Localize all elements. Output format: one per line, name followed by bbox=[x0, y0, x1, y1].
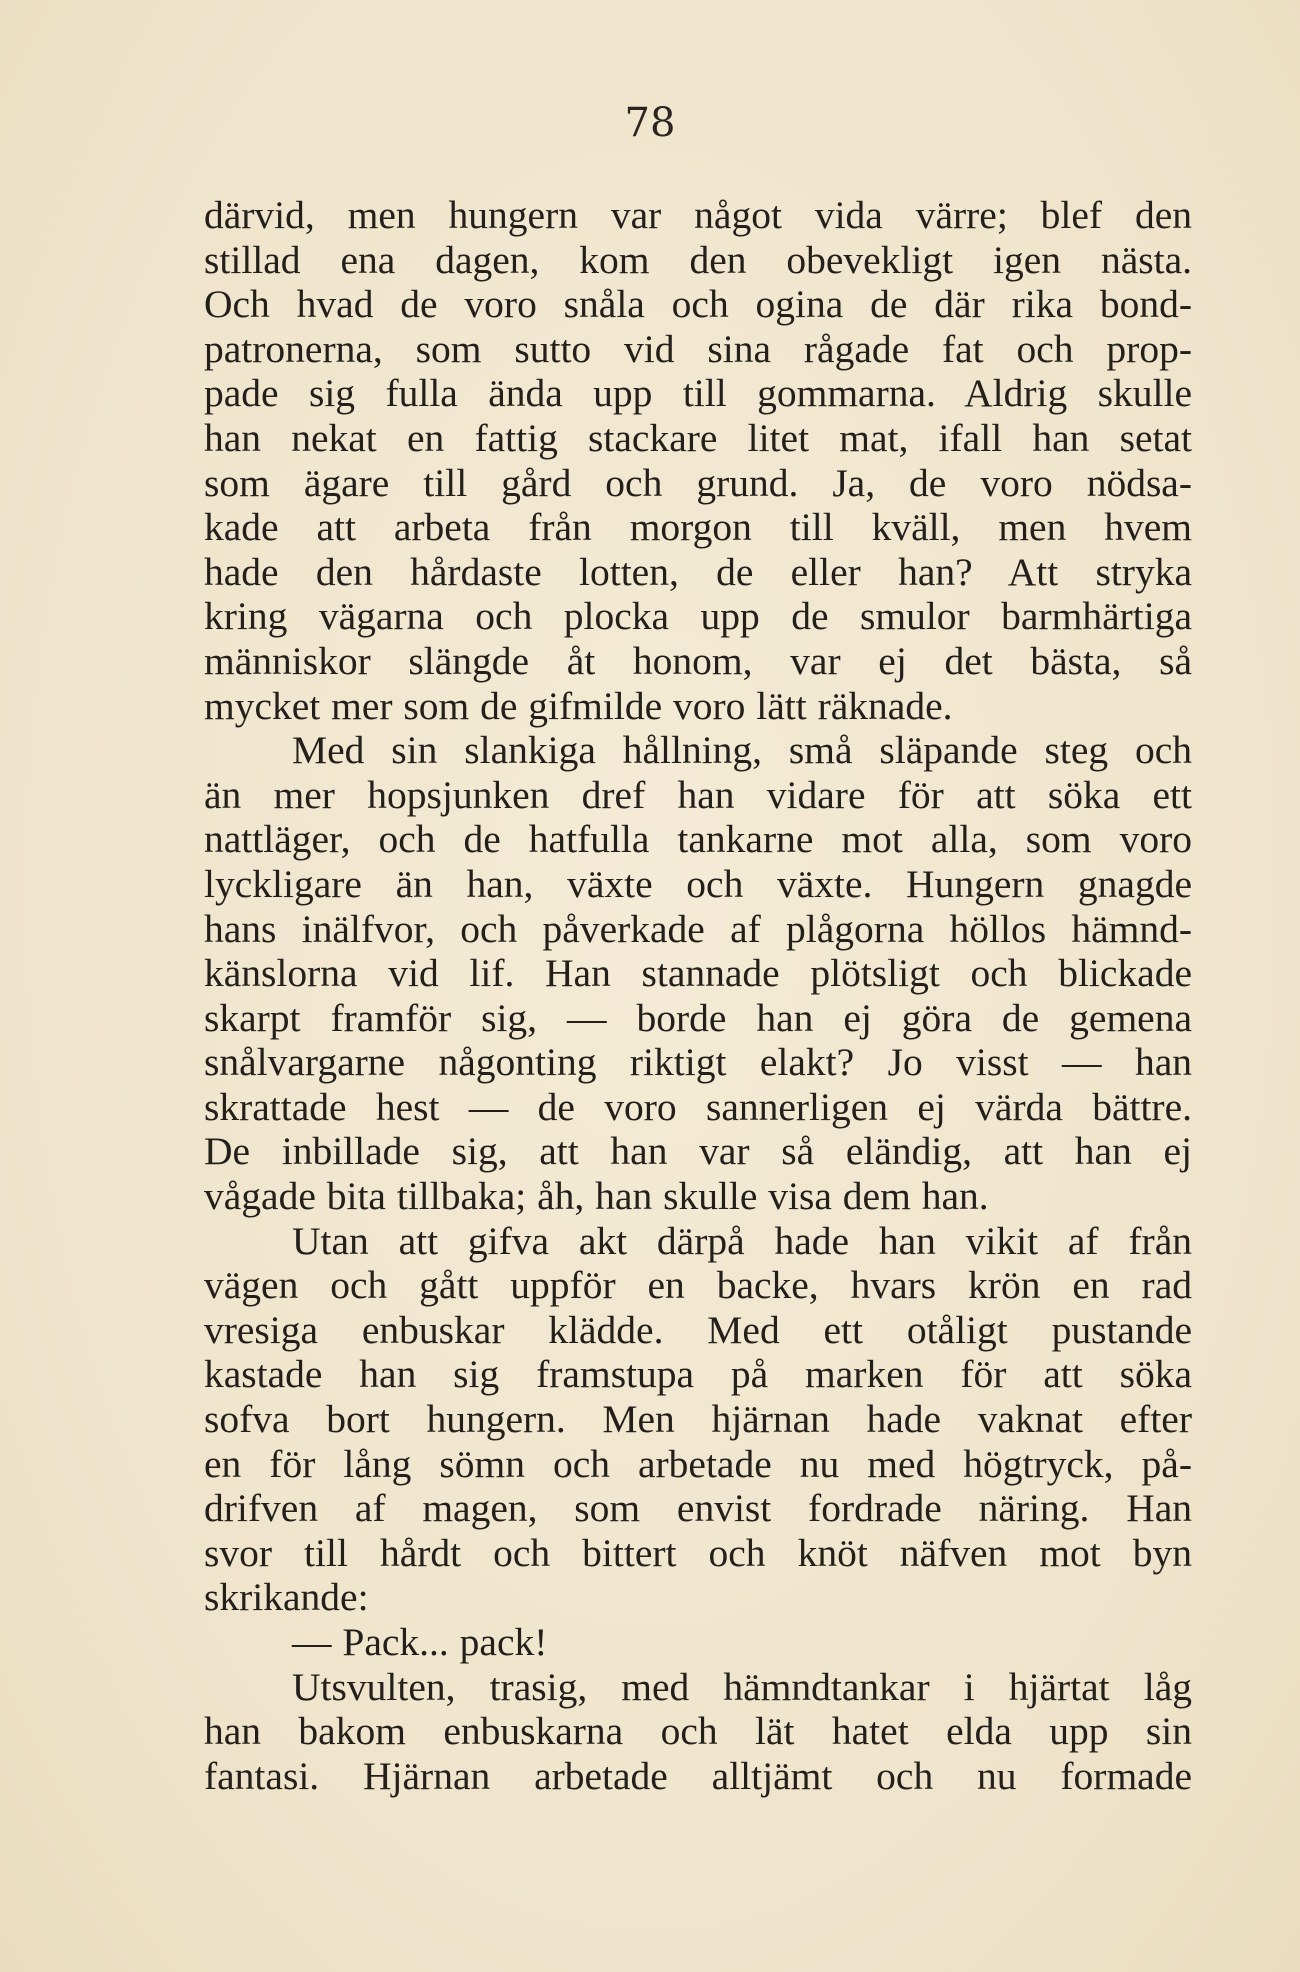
text-line: en för lång sömn och arbetade nu med högtryck, på- bbox=[204, 1441, 1192, 1486]
text-line: Med sin slankiga hållning, små släpande steg och bbox=[292, 728, 1192, 773]
text-line: vågade bita tillbaka; åh, han skulle visa dem han. bbox=[204, 1174, 989, 1219]
text-line: — Pack... pack! bbox=[292, 1620, 548, 1664]
text-line: lyckligare än han, växte och växte. Hungern gnagde bbox=[204, 861, 1192, 906]
text-line: vägen och gått uppför en backe, hvars krön en rad bbox=[204, 1263, 1192, 1308]
text-line: känslorna vid lif. Han stannade plötsligt och blickade bbox=[204, 951, 1192, 996]
text-line: svor till hårdt och bittert och knöt näfven mot byn bbox=[204, 1530, 1192, 1575]
text-line: fantasi. Hjärnan arbetade alltjämt och nu formade bbox=[204, 1753, 1192, 1798]
text-line: hans inälfvor, och påverkade af plågorna höllos hämnd- bbox=[204, 906, 1192, 951]
text-line: drifven af magen, som envist fordrade näring. Han bbox=[204, 1486, 1192, 1531]
text-line: hade den hårdaste lotten, de eller han? Att stryka bbox=[204, 549, 1192, 594]
text-line: sofva bort hungern. Men hjärnan hade vaknat efter bbox=[204, 1397, 1192, 1442]
text-line: Utan att gifva akt därpå hade han vikit af från bbox=[292, 1218, 1192, 1263]
text-line: stillad ena dagen, kom den obevekligt igen nästa. bbox=[204, 237, 1192, 282]
text-line: patronerna, som sutto vid sina rågade fat och prop- bbox=[204, 326, 1192, 371]
text-line: skrattade hest — de voro sannerligen ej värda bättre. bbox=[204, 1084, 1192, 1129]
text-line: nattläger, och de hatfulla tankarne mot alla, som voro bbox=[204, 817, 1192, 862]
text-line: som ägare till gård och grund. Ja, de voro nödsa- bbox=[204, 460, 1192, 505]
text-line: kade att arbeta från morgon till kväll, men hvem bbox=[204, 505, 1192, 550]
text-line: han bakom enbuskarna och lät hatet elda upp sin bbox=[204, 1709, 1192, 1754]
text-line: De inbillade sig, att han var så eländig, att han ej bbox=[204, 1129, 1192, 1174]
text-line: Utsvulten, trasig, med hämndtankar i hjärtat låg bbox=[292, 1664, 1192, 1709]
text-line: därvid, men hungern var något vida värre; blef den bbox=[204, 193, 1192, 237]
text-line: människor slängde åt honom, var ej det bästa, så bbox=[204, 638, 1192, 683]
text-line: Och hvad de voro snåla och ogina de där rika bond- bbox=[204, 282, 1192, 327]
text-line: än mer hopsjunken dref han vidare för att söka ett bbox=[204, 772, 1192, 817]
text-line: skarpt framför sig, — borde han ej göra de gemena bbox=[204, 995, 1192, 1040]
text-line: mycket mer som de gifmilde voro lätt räknade. bbox=[204, 683, 953, 728]
text-line: pade sig fulla ända upp till gommarna. Aldrig skulle bbox=[204, 371, 1192, 416]
text-line: kring vägarna och plocka upp de smulor barmhärtiga bbox=[204, 594, 1192, 639]
text-line: vresiga enbuskar klädde. Med ett otåligt pustande bbox=[204, 1307, 1192, 1352]
body-text bbox=[204, 193, 1192, 1798]
text-line: snålvargarne någonting riktigt elakt? Jo visst — han bbox=[204, 1040, 1192, 1085]
text-line: han nekat en fattig stackare litet mat, ifall han setat bbox=[204, 415, 1192, 460]
text-line: kastade han sig framstupa på marken för att söka bbox=[204, 1352, 1192, 1397]
page-number: 78 bbox=[624, 100, 676, 146]
text-line: skrikande: bbox=[204, 1575, 369, 1620]
